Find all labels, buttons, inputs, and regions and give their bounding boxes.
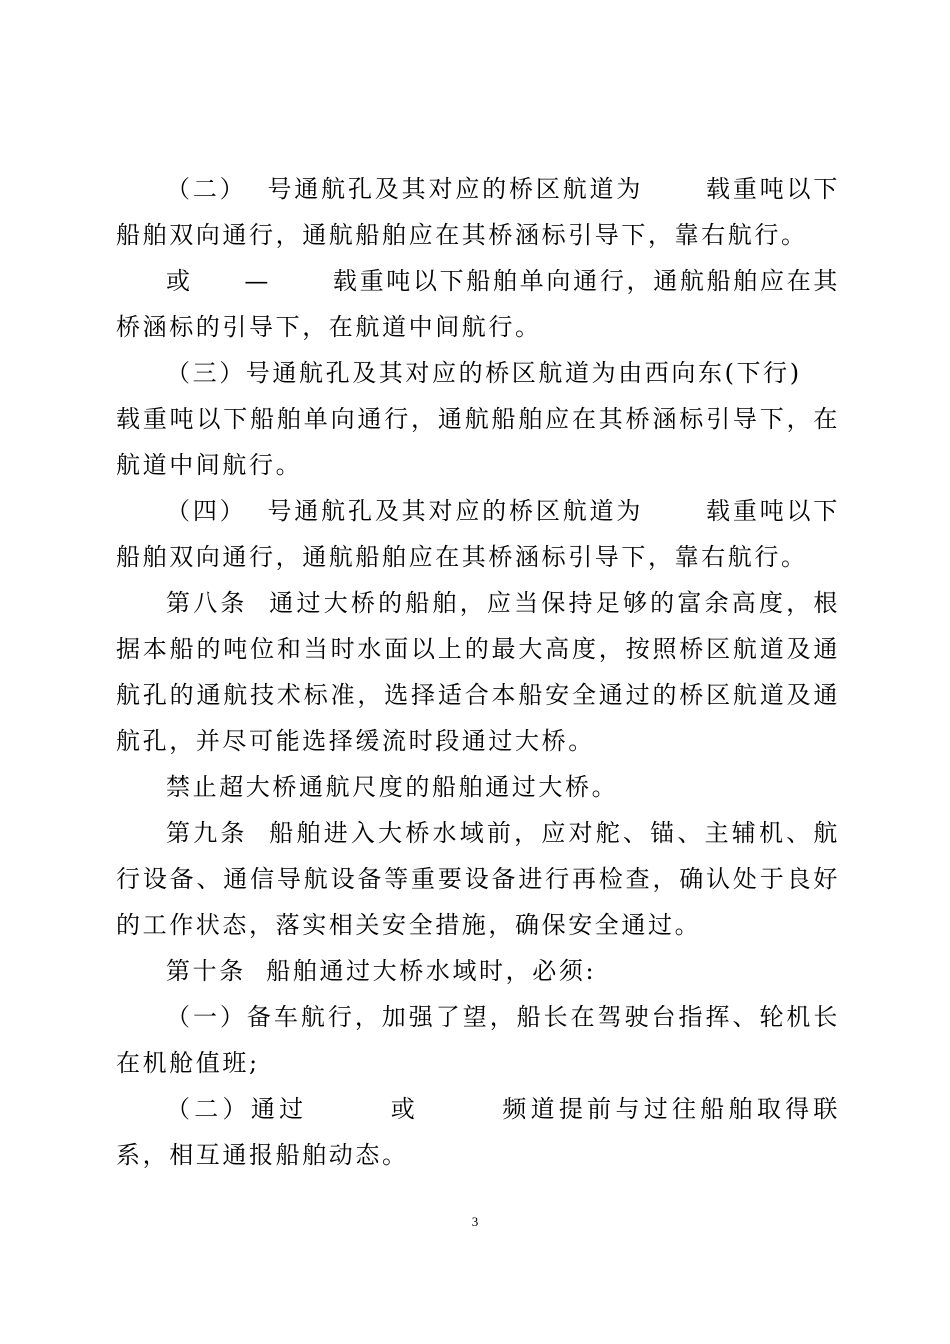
paragraph-item-two: （二）通过 或 频道提前与过往船舶取得联系，相互通报船舶动态。 [116, 1095, 840, 1169]
paragraph-channel-four: （四） 号通航孔及其对应的桥区航道为 载重吨以下船舶双向通行，通航船舶应在其桥涵标引导下，靠右航行。 [116, 497, 840, 571]
paragraph-channel-two-alt: 或 — 载重吨以下船舶单向通行，通航船舶应在其桥涵标的引导下，在航道中间航行。 [116, 267, 840, 341]
paragraph-channel-three-heading: （三）号通航孔及其对应的桥区航道为由西向东(下行) [166, 359, 802, 387]
page-number: 3 [471, 1214, 479, 1229]
document-body [116, 166, 840, 1178]
paragraph-channel-three-body: 载重吨以下船舶单向通行，通航船舶应在其桥涵标引导下，在航道中间航行。 [116, 405, 840, 479]
paragraph-article-ten: 第十条 船舶通过大桥水域时，必须: [166, 957, 597, 985]
paragraph-article-nine: 第九条 船舶进入大桥水域前，应对舵、锚、主辅机、航行设备、通信导航设备等重要设备进行再检查，确认处于良好的工作状态，落实相关安全措施，确保安全通过。 [116, 819, 840, 939]
paragraph-item-one: （一）备车航行，加强了望，船长在驾驶台指挥、轮机长在机舱值班; [116, 1003, 840, 1077]
paragraph-prohibition: 禁止超大桥通航尺度的船舶通过大桥。 [166, 773, 619, 801]
paragraph-article-eight: 第八条 通过大桥的船舶，应当保持足够的富余高度，根据本船的吨位和当时水面以上的最大高度，按照桥区航道及通航孔的通航技术标准，选择适合本船安全通过的桥区航道及通航孔，并尽可能选择缓流时段通过大桥。 [116, 589, 840, 755]
paragraph-channel-two: （二） 号通航孔及其对应的桥区航道为 载重吨以下船舶双向通行，通航船舶应在其桥涵标引导下，靠右航行。 [116, 175, 840, 249]
